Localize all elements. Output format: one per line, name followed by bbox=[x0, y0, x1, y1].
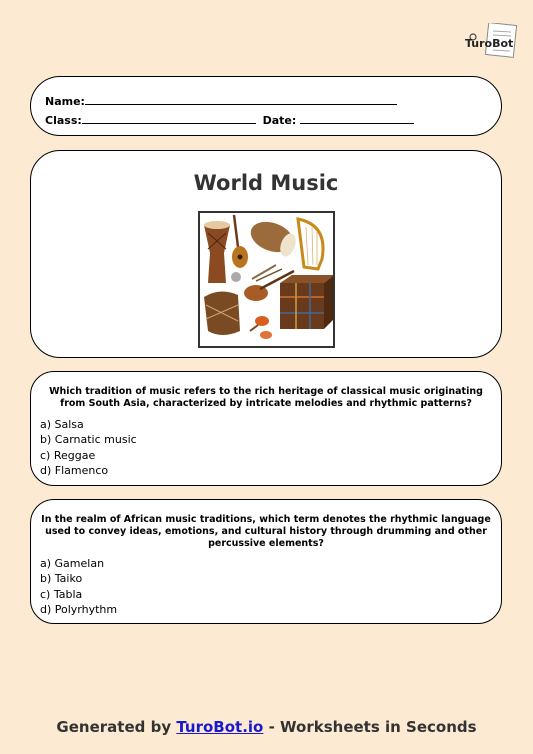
footer bbox=[0, 718, 533, 736]
turobot-logo bbox=[463, 23, 519, 61]
options-list bbox=[40, 417, 137, 478]
option-a[interactable]: a) Salsa bbox=[40, 418, 84, 431]
turobot-link[interactable]: TuroBot.io bbox=[176, 718, 264, 736]
footer-prefix: Generated by bbox=[56, 718, 177, 736]
question-text: Which tradition of music refers to the rich heritage of classical music originating from South Asia, characterized by intricate melodies and rhythmic patterns? bbox=[49, 386, 483, 409]
option-c[interactable]: c) Tabla bbox=[40, 587, 83, 601]
name-line bbox=[45, 94, 397, 108]
options-list bbox=[40, 556, 117, 617]
name-label: Name: bbox=[45, 95, 85, 108]
question-card-1 bbox=[30, 371, 502, 486]
option-c[interactable]: c) Reggae bbox=[40, 448, 96, 462]
class-label: Class: bbox=[45, 114, 82, 127]
option-d[interactable]: d) Flamenco bbox=[40, 463, 109, 477]
date-field[interactable] bbox=[300, 113, 414, 124]
option-d[interactable]: d) Polyrhythm bbox=[40, 602, 118, 616]
date-label: Date: bbox=[262, 114, 297, 127]
page-title: World Music bbox=[193, 171, 339, 195]
option-a[interactable]: a) Gamelan bbox=[40, 557, 105, 570]
question-text: In the realm of African music traditions, which term denotes the rhythmic language used to convey ideas, emotions, and cultural history through drumming and other percussive elements? bbox=[41, 514, 491, 549]
option-b[interactable]: b) Carnatic music bbox=[40, 433, 137, 447]
class-field[interactable] bbox=[82, 113, 256, 124]
svg-text:TuroBot: TuroBot bbox=[465, 37, 514, 50]
music-instruments-illustration bbox=[198, 211, 335, 348]
footer-suffix: - Worksheets in Seconds bbox=[263, 718, 477, 736]
title-card bbox=[30, 150, 502, 358]
student-info-card bbox=[30, 76, 502, 136]
option-b[interactable]: b) Taiko bbox=[40, 572, 83, 586]
class-date-line bbox=[45, 113, 414, 127]
name-field[interactable] bbox=[85, 94, 397, 105]
question-card-2 bbox=[30, 499, 502, 624]
